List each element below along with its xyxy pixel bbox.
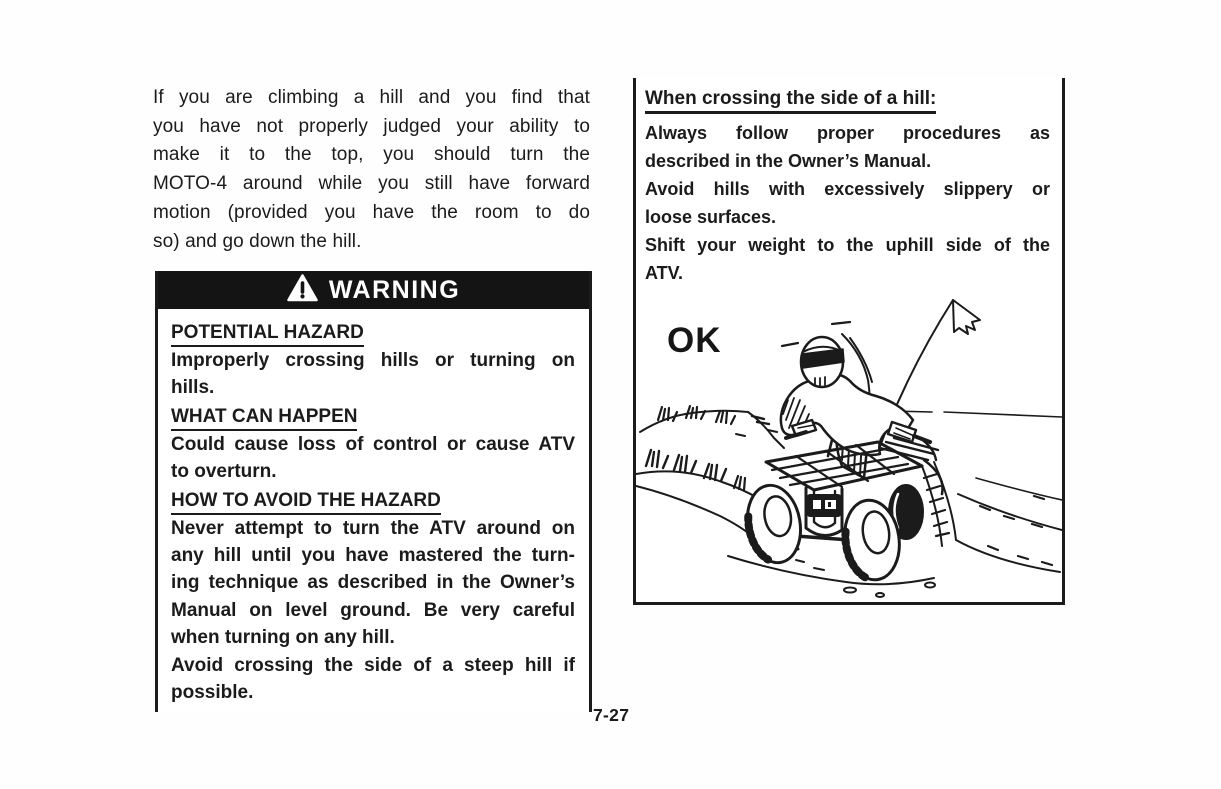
warning-header bbox=[158, 271, 589, 309]
warning-triangle-icon bbox=[287, 274, 318, 307]
warning-text-line: Never attempt to turn the ATV around on bbox=[171, 517, 575, 539]
hill-crossing-text bbox=[636, 78, 1062, 287]
warning-text-line: ing technique as described in the Owner’s bbox=[171, 572, 575, 594]
hill-crossing-heading-text: When crossing the side of a hill: bbox=[645, 87, 936, 114]
warning-title: WARNING bbox=[328, 275, 461, 304]
warning-section-heading bbox=[171, 403, 575, 431]
warning-section-heading bbox=[171, 487, 575, 515]
warning-text-line: Could cause loss of control or cause ATV bbox=[171, 433, 575, 455]
warning-body bbox=[158, 309, 589, 706]
intro-line: If you are climbing a hill and you find that bbox=[153, 87, 590, 108]
intro-paragraph bbox=[153, 84, 590, 256]
intro-line: you have not properly judged your ability to bbox=[153, 115, 590, 137]
intro-line: motion (provided you have the room to do bbox=[153, 201, 590, 223]
page-number: 7-27 bbox=[593, 705, 630, 725]
intro-line: so) and go down the hill. bbox=[153, 230, 362, 252]
warning-box bbox=[155, 271, 592, 712]
hill-crossing-heading bbox=[645, 85, 1050, 114]
hill-crossing-panel bbox=[633, 78, 1065, 605]
hill-crossing-line: Avoid hills with excessively slippery or bbox=[645, 179, 1050, 199]
warning-text-line: possible. bbox=[171, 682, 254, 704]
hill-crossing-line: described in the Owner’s Manual. bbox=[645, 151, 932, 171]
warning-text-line: hills. bbox=[171, 377, 215, 399]
warning-text-line: Improperly crossing hills or turning on bbox=[171, 350, 575, 371]
hill-crossing-line: ATV. bbox=[645, 263, 684, 283]
warning-section-heading-text: HOW TO AVOID THE HAZARD bbox=[171, 490, 441, 515]
ok-label: OK bbox=[667, 321, 722, 360]
hill-crossing-line: Always follow proper procedures as bbox=[645, 123, 1050, 143]
atv-illustration bbox=[636, 288, 1062, 602]
intro-line: MOTO-4 around while you still have forward bbox=[153, 173, 590, 195]
hill-crossing-line: Shift your weight to the uphill side of the bbox=[645, 235, 1050, 255]
warning-text-line: Manual on level ground. Be very careful bbox=[171, 599, 575, 621]
hill-crossing-line: loose surfaces. bbox=[645, 207, 777, 227]
warning-section-heading-text: WHAT CAN HAPPEN bbox=[171, 406, 357, 431]
warning-text-line: to overturn. bbox=[171, 461, 277, 483]
warning-section-heading-text: POTENTIAL HAZARD bbox=[171, 322, 364, 347]
warning-text-line: Avoid crossing the side of a steep hill if bbox=[171, 654, 575, 676]
warning-section-heading bbox=[171, 319, 575, 347]
intro-line: make it to the top, you should turn the bbox=[153, 144, 590, 166]
warning-text-line: when turning on any hill. bbox=[171, 627, 395, 649]
warning-text-line: any hill until you have mastered the turn- bbox=[171, 545, 575, 567]
